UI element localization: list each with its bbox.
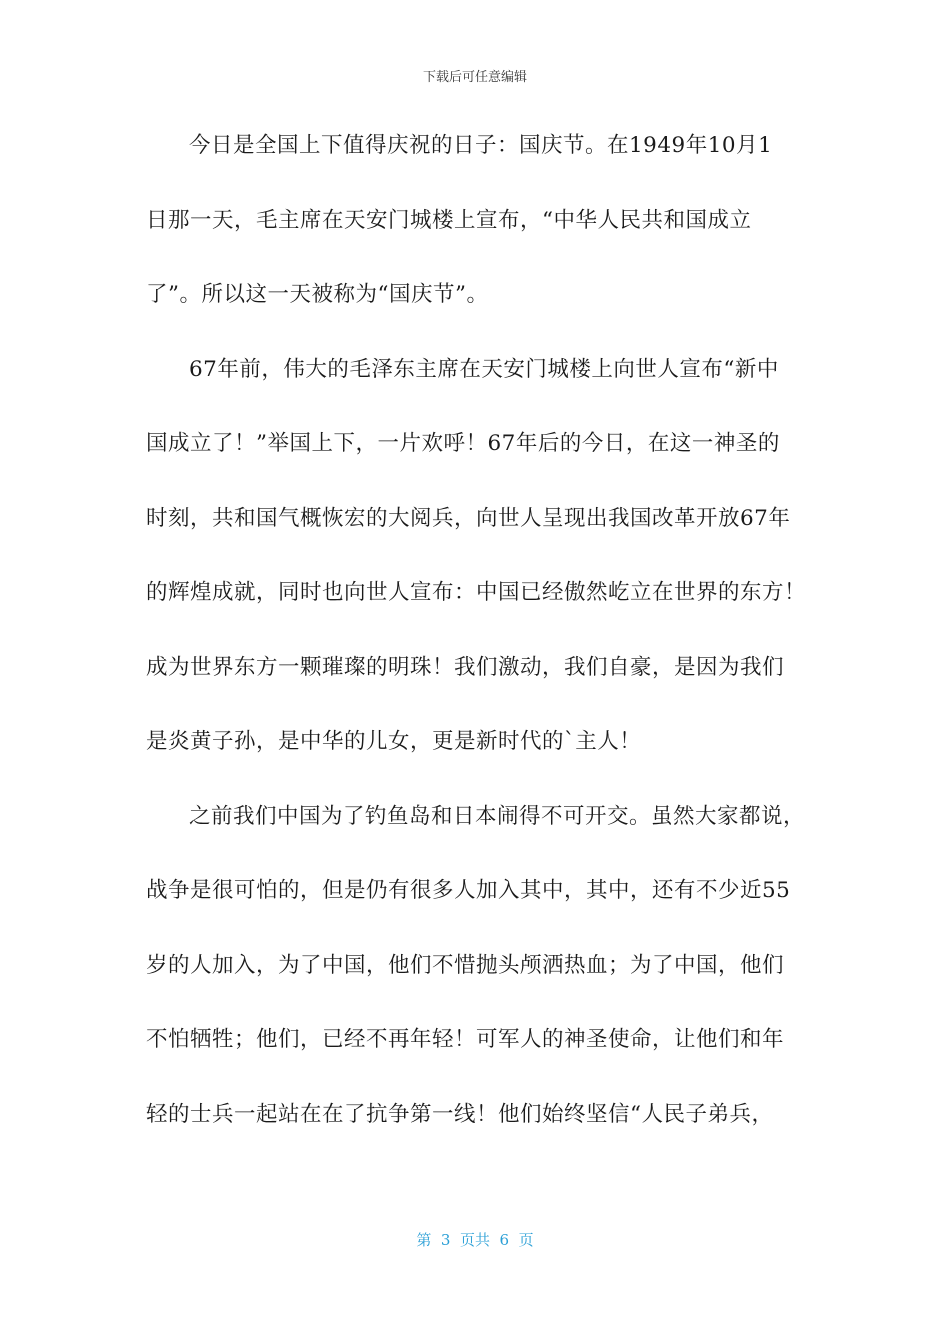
paragraph-line: 是炎黄子孙，是中华的儿女，更是新时代的`主人！ — [146, 729, 642, 754]
paragraph-line: 的辉煌成就，同时也向世人宣布：中国已经傲然屹立在世界的东方！ — [146, 580, 807, 605]
paragraph-3 — [146, 797, 806, 1170]
paragraph-line: 了”。所以这一天被称为“国庆节”。 — [146, 282, 489, 307]
document-body — [146, 126, 806, 1169]
paragraph-1 — [146, 126, 806, 350]
paragraph-line: 战争是很可怕的，但是仍有很多人加入其中，其中，还有不少近55 — [146, 878, 791, 903]
paragraph-line: 成为世界东方一颗璀璨的明珠！我们激动，我们自豪，是因为我们 — [146, 654, 785, 680]
page-number-footer: 第 3 页共 6 页 — [416, 1231, 534, 1249]
paragraph-line: 时刻，共和国气概恢宏的大阅兵，向世人呈现出我国改革开放67年 — [146, 505, 791, 531]
paragraph-line: 岁的人加入，为了中国，他们不惜抛头颅洒热血；为了中国，他们 — [146, 952, 785, 978]
paragraph-line: 之前我们中国为了钓鱼岛和日本闹得不可开交。虽然大家都说， — [189, 803, 806, 829]
page-header: 下载后可任意编辑 — [422, 70, 527, 85]
paragraph-line: 今日是全国上下值得庆祝的日子：国庆节。在1949年10月1 — [189, 133, 773, 158]
paragraph-line: 67年前，伟大的毛泽东主席在天安门城楼上向世人宣布“新中 — [189, 356, 779, 382]
paragraph-line: 国成立了！”举国上下，一片欢呼！67年后的今日，在这一神圣的 — [146, 431, 780, 456]
paragraph-line: 日那一天，毛主席在天安门城楼上宣布，“中华人民共和国成立 — [146, 207, 752, 233]
paragraph-line: 不怕牺牲；他们，已经不再年轻！可军人的神圣使命，让他们和年 — [146, 1027, 785, 1052]
paragraph-line: 轻的士兵一起站在在了抗争第一线！他们始终坚信“人民子弟兵， — [146, 1101, 774, 1127]
paragraph-2 — [146, 350, 806, 797]
